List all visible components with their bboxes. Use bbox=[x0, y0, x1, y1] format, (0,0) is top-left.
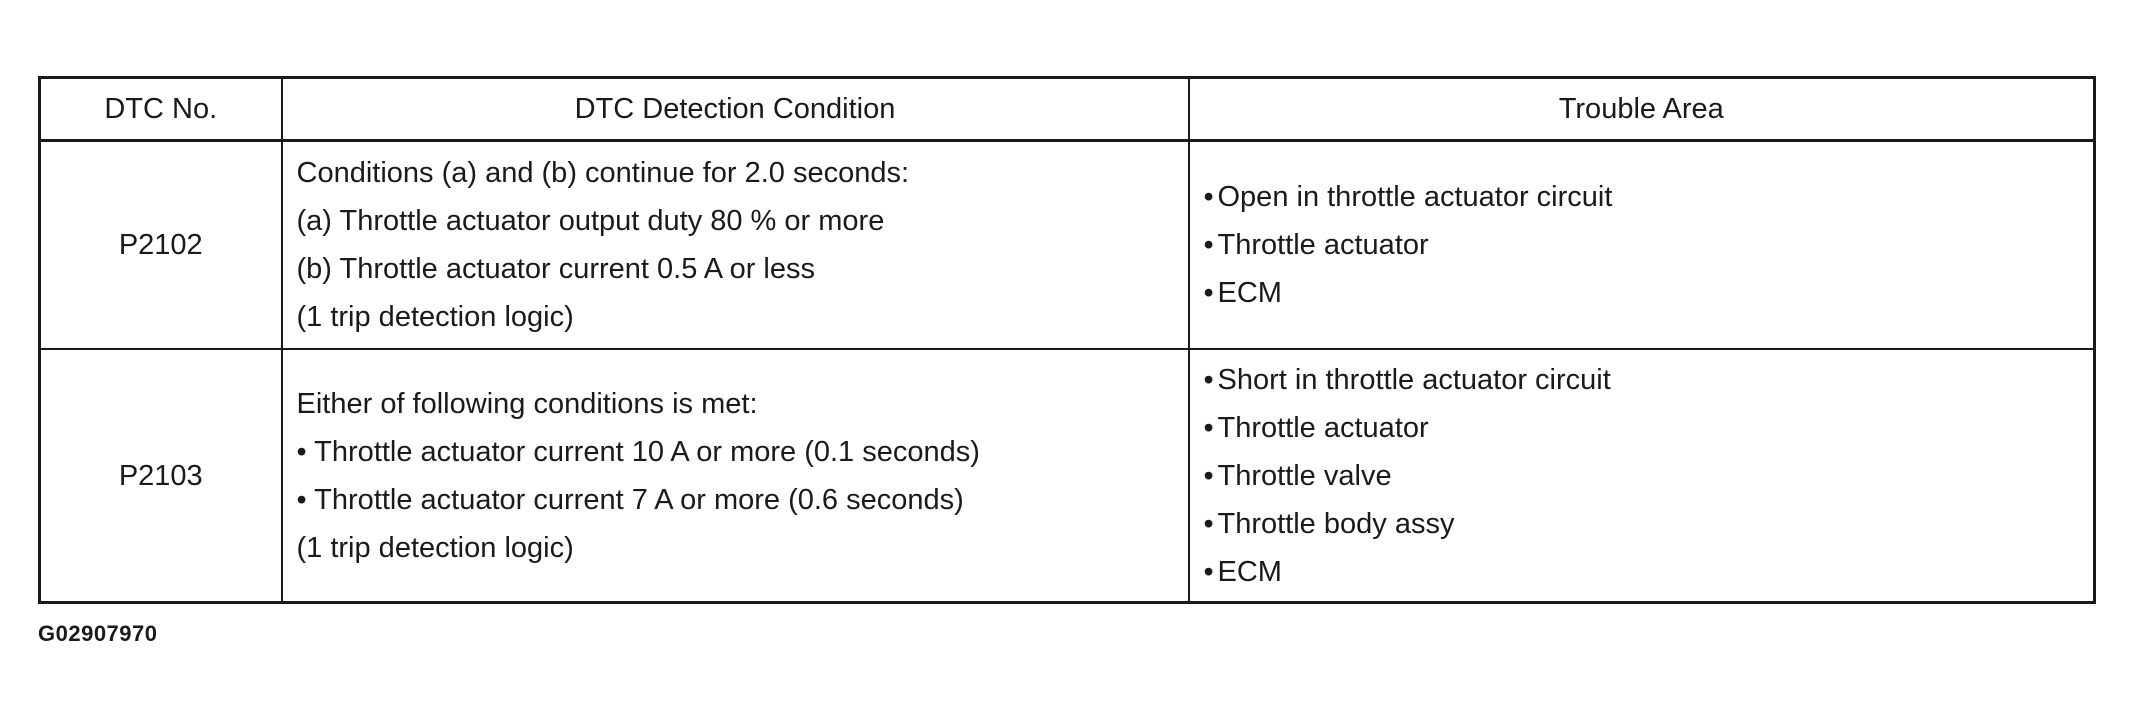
trouble-area-item bbox=[1204, 452, 2094, 500]
trouble-area-item bbox=[1204, 221, 2094, 269]
header-detection-condition: DTC Detection Condition bbox=[282, 78, 1189, 141]
trouble-area-text: ECM bbox=[1217, 555, 1282, 588]
trouble-area-text: Throttle valve bbox=[1217, 459, 1392, 492]
trouble-area-item bbox=[1204, 404, 2094, 452]
header-trouble-area: Trouble Area bbox=[1189, 78, 2095, 141]
bullet-icon: • bbox=[1203, 229, 1214, 261]
bullet-icon: • bbox=[1203, 411, 1214, 444]
trouble-area-text: Open in throttle actuator circuit bbox=[1217, 181, 1613, 213]
condition-line: • Throttle actuator current 7 A or more (0.6 seconds) bbox=[296, 483, 964, 516]
trouble-area-item bbox=[1204, 548, 2094, 596]
trouble-area-item bbox=[1204, 356, 2094, 404]
condition-line: • Throttle actuator current 10 A or more (0.1 seconds) bbox=[296, 435, 980, 468]
trouble-area-item bbox=[1204, 173, 2094, 221]
trouble-area bbox=[1189, 349, 2095, 603]
trouble-area-text: Short in throttle actuator circuit bbox=[1217, 363, 1611, 396]
table-header-row bbox=[40, 78, 2095, 141]
table-row bbox=[40, 141, 2095, 350]
bullet-icon: • bbox=[1203, 181, 1214, 213]
bullet-icon: • bbox=[1203, 363, 1214, 396]
trouble-area-text: ECM bbox=[1217, 277, 1282, 309]
condition-line: (a) Throttle actuator output duty 80 % or more bbox=[296, 205, 885, 237]
condition-line: Conditions (a) and (b) continue for 2.0 seconds: bbox=[296, 157, 910, 189]
figure-id: G02907970 bbox=[38, 621, 158, 646]
bullet-icon: • bbox=[1203, 555, 1214, 588]
trouble-area bbox=[1189, 141, 2095, 350]
detection-condition bbox=[282, 141, 1189, 350]
trouble-area-item bbox=[1204, 269, 2094, 317]
bullet-icon: • bbox=[1203, 507, 1214, 540]
condition-line: (1 trip detection logic) bbox=[296, 301, 574, 333]
trouble-area-text: Throttle actuator bbox=[1217, 229, 1429, 261]
condition-line: Either of following conditions is met: bbox=[296, 387, 758, 420]
table-row bbox=[40, 349, 2095, 603]
dtc-code: P2103 bbox=[40, 349, 282, 603]
trouble-area-text: Throttle body assy bbox=[1217, 507, 1455, 540]
header-dtc-no: DTC No. bbox=[40, 78, 282, 141]
condition-line: (1 trip detection logic) bbox=[296, 531, 574, 564]
detection-condition bbox=[282, 349, 1189, 603]
dtc-code: P2102 bbox=[40, 141, 282, 350]
bullet-icon: • bbox=[1203, 277, 1214, 309]
condition-line: (b) Throttle actuator current 0.5 A or less bbox=[296, 253, 815, 285]
trouble-area-item bbox=[1204, 500, 2094, 548]
dtc-table bbox=[38, 76, 2096, 604]
bullet-icon: • bbox=[1203, 459, 1214, 492]
trouble-area-text: Throttle actuator bbox=[1217, 411, 1429, 444]
